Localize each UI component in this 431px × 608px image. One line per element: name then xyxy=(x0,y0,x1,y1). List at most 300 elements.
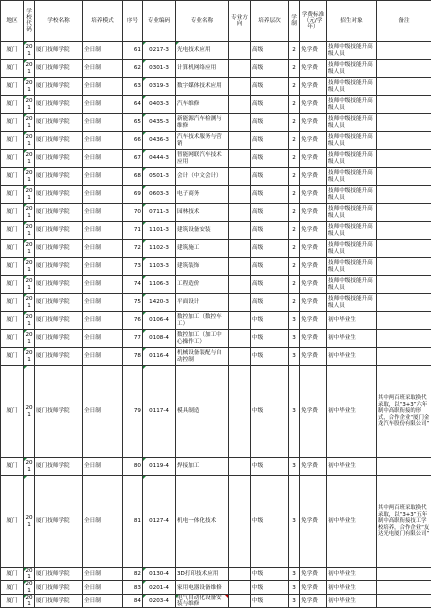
cell-major-code: 0403-3 xyxy=(143,96,176,114)
cell-serial: 77 xyxy=(123,330,143,348)
cell-major-code: 0117-4 xyxy=(143,366,176,458)
cell-target: 技师中级技能升高级人员 xyxy=(327,276,377,294)
cell-school-name: 厦门技师学院 xyxy=(35,204,83,222)
cell-tuition: 免学费 xyxy=(300,366,327,458)
cell-level: 高级 xyxy=(251,168,289,186)
cell-training-mode: 全日制 xyxy=(83,96,123,114)
cell-duration: 2 xyxy=(289,42,300,60)
cell-duration: 3 xyxy=(289,366,300,458)
cell-serial: 81 xyxy=(123,476,143,568)
cell-region: 厦门 xyxy=(1,96,24,114)
cell-duration: 3 xyxy=(289,594,300,607)
cell-major-direction xyxy=(229,168,251,186)
table-row xyxy=(1,312,431,330)
header-target: 招生对象 xyxy=(327,1,377,42)
cell-remarks xyxy=(377,96,431,114)
cell-duration: 2 xyxy=(289,168,300,186)
cell-serial: 71 xyxy=(123,222,143,240)
cell-serial: 68 xyxy=(123,168,143,186)
cell-training-mode: 全日制 xyxy=(83,312,123,330)
cell-target: 初中毕业生 xyxy=(327,312,377,330)
cell-tuition: 免学费 xyxy=(300,594,327,607)
cell-remarks xyxy=(377,258,431,276)
cell-school-code: 201 xyxy=(24,132,35,150)
cell-level: 中级 xyxy=(251,330,289,348)
table-row xyxy=(1,458,431,476)
cell-serial: 78 xyxy=(123,348,143,366)
cell-target: 技师中级技能升高级人员 xyxy=(327,78,377,96)
cell-duration: 3 xyxy=(289,581,300,594)
cell-remarks xyxy=(377,458,431,476)
table-row xyxy=(1,348,431,366)
cell-major-code: 0201-4 xyxy=(143,581,176,594)
cell-duration: 2 xyxy=(289,186,300,204)
cell-tuition: 免学费 xyxy=(300,96,327,114)
cell-major-code: 0319-3 xyxy=(143,78,176,96)
cell-major-direction xyxy=(229,42,251,60)
cell-level: 高级 xyxy=(251,60,289,78)
cell-duration: 2 xyxy=(289,150,300,168)
cell-major-name: 会计（中文会计） xyxy=(176,168,229,186)
cell-training-mode: 全日制 xyxy=(83,204,123,222)
cell-training-mode: 全日制 xyxy=(83,114,123,132)
cell-school-name: 厦门技师学院 xyxy=(35,276,83,294)
cell-level: 高级 xyxy=(251,186,289,204)
cell-duration: 2 xyxy=(289,276,300,294)
cell-tuition: 免学费 xyxy=(300,240,327,258)
cell-region: 厦门 xyxy=(1,60,24,78)
cell-level: 高级 xyxy=(251,204,289,222)
cell-major-name: 家用电器设备维修 xyxy=(176,581,229,594)
cell-serial: 63 xyxy=(123,78,143,96)
cell-major-code: 1102-3 xyxy=(143,240,176,258)
cell-training-mode: 全日制 xyxy=(83,222,123,240)
cell-serial: 74 xyxy=(123,276,143,294)
cell-major-code: 0603-3 xyxy=(143,186,176,204)
cell-major-name: 机电一体化技术 xyxy=(176,476,229,568)
table-body xyxy=(1,42,431,608)
cell-target: 技师中级技能升高级人员 xyxy=(327,114,377,132)
table-row xyxy=(1,366,431,458)
cell-school-name: 厦门技师学院 xyxy=(35,330,83,348)
table-row xyxy=(1,168,431,186)
cell-duration: 2 xyxy=(289,78,300,96)
header-major-code: 专业编码 xyxy=(143,1,176,42)
cell-region: 厦门 xyxy=(1,222,24,240)
cell-school-code: 201 xyxy=(24,186,35,204)
cell-duration: 2 xyxy=(289,114,300,132)
cell-level: 中级 xyxy=(251,366,289,458)
header-region: 地区 xyxy=(1,1,24,42)
cell-level: 中级 xyxy=(251,568,289,581)
table-row xyxy=(1,581,431,594)
cell-serial: 75 xyxy=(123,294,143,312)
cell-major-direction xyxy=(229,96,251,114)
cell-level: 高级 xyxy=(251,150,289,168)
cell-school-code: 201 xyxy=(24,204,35,222)
cell-level: 中级 xyxy=(251,458,289,476)
cell-major-direction xyxy=(229,594,251,607)
cell-training-mode: 全日制 xyxy=(83,168,123,186)
cell-region: 厦门 xyxy=(1,168,24,186)
cell-serial: 84 xyxy=(123,594,143,607)
cell-major-name: 3D打印技术应用 xyxy=(176,568,229,581)
header-major-direction: 专业方向 xyxy=(229,1,251,42)
cell-school-code: 201 xyxy=(24,276,35,294)
cell-school-name: 厦门技师学院 xyxy=(35,114,83,132)
cell-target: 初中毕业生 xyxy=(327,568,377,581)
cell-major-direction xyxy=(229,204,251,222)
cell-school-code: 201 xyxy=(24,222,35,240)
header-training-mode: 培养模式 xyxy=(83,1,123,42)
cell-remarks xyxy=(377,204,431,222)
cell-region: 厦门 xyxy=(1,276,24,294)
cell-target: 技师中级技能升高级人员 xyxy=(327,150,377,168)
cell-serial: 69 xyxy=(123,186,143,204)
cell-major-name: 模具制造 xyxy=(176,366,229,458)
cell-target: 技师中级技能升高级人员 xyxy=(327,222,377,240)
cell-remarks xyxy=(377,132,431,150)
cell-region: 厦门 xyxy=(1,330,24,348)
cell-remarks xyxy=(377,168,431,186)
cell-serial: 83 xyxy=(123,581,143,594)
cell-school-code: 201 xyxy=(24,312,35,330)
cell-tuition: 免学费 xyxy=(300,222,327,240)
cell-training-mode: 全日制 xyxy=(83,42,123,60)
cell-duration: 3 xyxy=(289,476,300,568)
cell-training-mode: 全日制 xyxy=(83,581,123,594)
cell-tuition: 免学费 xyxy=(300,258,327,276)
cell-level: 中级 xyxy=(251,594,289,607)
cell-region: 厦门 xyxy=(1,240,24,258)
cell-school-name: 厦门技师学院 xyxy=(35,568,83,581)
cell-level: 中级 xyxy=(251,476,289,568)
header-level: 培养层次 xyxy=(251,1,289,42)
cell-training-mode: 全日制 xyxy=(83,348,123,366)
table-row xyxy=(1,186,431,204)
cell-region: 厦门 xyxy=(1,568,24,581)
cell-major-direction xyxy=(229,276,251,294)
cell-region: 厦门 xyxy=(1,294,24,312)
cell-major-direction xyxy=(229,348,251,366)
cell-training-mode: 全日制 xyxy=(83,132,123,150)
cell-tuition: 免学费 xyxy=(300,458,327,476)
cell-major-code: 0217-3 xyxy=(143,42,176,60)
cell-school-code: 201 xyxy=(24,240,35,258)
cell-remarks xyxy=(377,150,431,168)
cell-school-code: 201 xyxy=(24,581,35,594)
cell-school-name: 厦门技师学院 xyxy=(35,60,83,78)
cell-major-direction xyxy=(229,258,251,276)
cell-school-name: 厦门技师学院 xyxy=(35,132,83,150)
cell-major-code: 0130-4 xyxy=(143,568,176,581)
cell-tuition: 免学费 xyxy=(300,568,327,581)
cell-school-name: 厦门技师学院 xyxy=(35,258,83,276)
cell-serial: 64 xyxy=(123,96,143,114)
cell-duration: 2 xyxy=(289,240,300,258)
cell-remarks xyxy=(377,348,431,366)
cell-major-direction xyxy=(229,114,251,132)
cell-school-code: 201 xyxy=(24,366,35,458)
cell-school-name: 厦门技师学院 xyxy=(35,581,83,594)
cell-school-code: 201 xyxy=(24,594,35,607)
cell-duration: 3 xyxy=(289,458,300,476)
cell-region: 厦门 xyxy=(1,150,24,168)
cell-remarks xyxy=(377,594,431,607)
cell-tuition: 免学费 xyxy=(300,581,327,594)
cell-school-code: 201 xyxy=(24,168,35,186)
cell-major-name: 建筑施工 xyxy=(176,240,229,258)
cell-school-name: 厦门技师学院 xyxy=(35,186,83,204)
table-row xyxy=(1,60,431,78)
cell-region: 厦门 xyxy=(1,348,24,366)
cell-major-direction xyxy=(229,60,251,78)
table-row xyxy=(1,42,431,60)
cell-serial: 80 xyxy=(123,458,143,476)
cell-major-code: 1101-3 xyxy=(143,222,176,240)
header-major-name: 专业名称 xyxy=(176,1,229,42)
cell-major-name: 园林技术 xyxy=(176,204,229,222)
cell-major-direction xyxy=(229,568,251,581)
cell-target: 初中毕业生 xyxy=(327,330,377,348)
cell-training-mode: 全日制 xyxy=(83,330,123,348)
cell-duration: 2 xyxy=(289,258,300,276)
cell-target: 技师中级技能升高级人员 xyxy=(327,60,377,78)
cell-level: 中级 xyxy=(251,312,289,330)
cell-region: 厦门 xyxy=(1,204,24,222)
cell-remarks xyxy=(377,312,431,330)
cell-target: 技师中级技能升高级人员 xyxy=(327,240,377,258)
header-tuition: 学费标准（元/学年） xyxy=(300,1,327,42)
cell-major-code: 0301-3 xyxy=(143,60,176,78)
cell-region: 厦门 xyxy=(1,114,24,132)
cell-remarks xyxy=(377,276,431,294)
cell-school-code: 201 xyxy=(24,60,35,78)
cell-training-mode: 全日制 xyxy=(83,150,123,168)
cell-region: 厦门 xyxy=(1,581,24,594)
table-row xyxy=(1,294,431,312)
cell-school-name: 厦门技师学院 xyxy=(35,78,83,96)
cell-major-code: 0106-4 xyxy=(143,312,176,330)
cell-level: 高级 xyxy=(251,132,289,150)
cell-major-code: 0501-3 xyxy=(143,168,176,186)
cell-school-name: 厦门技师学院 xyxy=(35,312,83,330)
cell-major-direction xyxy=(229,150,251,168)
cell-region: 厦门 xyxy=(1,186,24,204)
cell-duration: 3 xyxy=(289,348,300,366)
cell-major-direction xyxy=(229,366,251,458)
cell-duration: 2 xyxy=(289,222,300,240)
header-school-name: 学校名称 xyxy=(35,1,83,42)
cell-major-direction xyxy=(229,581,251,594)
cell-duration: 2 xyxy=(289,294,300,312)
cell-duration: 3 xyxy=(289,312,300,330)
cell-major-code: 0108-4 xyxy=(143,330,176,348)
cell-training-mode: 全日制 xyxy=(83,258,123,276)
cell-level: 高级 xyxy=(251,96,289,114)
table-row xyxy=(1,594,431,607)
table-row xyxy=(1,150,431,168)
cell-serial: 72 xyxy=(123,240,143,258)
table-row xyxy=(1,276,431,294)
cell-remarks: 其中两百班采取换代录取，以“3+3”六年制中高职衔接的形式，合作企业“厦门金龙汽车股份有限公司” xyxy=(377,366,431,458)
cell-target: 技师中级技能升高级人员 xyxy=(327,186,377,204)
cell-major-direction xyxy=(229,240,251,258)
cell-major-name: 电子商务 xyxy=(176,186,229,204)
cell-tuition: 免学费 xyxy=(300,186,327,204)
cell-tuition: 免学费 xyxy=(300,150,327,168)
cell-major-name: 数字媒体技术应用 xyxy=(176,78,229,96)
cell-target: 初中毕业生 xyxy=(327,458,377,476)
cell-tuition: 免学费 xyxy=(300,42,327,60)
cell-duration: 2 xyxy=(289,132,300,150)
cell-target: 初中毕业生 xyxy=(327,594,377,607)
cell-target: 初中毕业生 xyxy=(327,366,377,458)
cell-remarks: 其中两百班采取换代录取，以“3+3”五年制中高职衔接技工学校培养，合作企业“友达光电厦门有限公司” xyxy=(377,476,431,568)
cell-serial: 76 xyxy=(123,312,143,330)
cell-major-name: 光电技术应用 xyxy=(176,42,229,60)
header-school-code: 学校代码 xyxy=(24,1,35,42)
cell-region: 厦门 xyxy=(1,258,24,276)
table-row xyxy=(1,568,431,581)
cell-school-name: 厦门技师学院 xyxy=(35,348,83,366)
cell-region: 厦门 xyxy=(1,42,24,60)
cell-school-code: 201 xyxy=(24,294,35,312)
cell-major-direction xyxy=(229,294,251,312)
cell-target: 技师中级技能升高级人员 xyxy=(327,42,377,60)
cell-region: 厦门 xyxy=(1,312,24,330)
cell-training-mode: 全日制 xyxy=(83,78,123,96)
cell-major-name: 汽车技术服务与营销 xyxy=(176,132,229,150)
cell-remarks xyxy=(377,240,431,258)
cell-training-mode: 全日制 xyxy=(83,294,123,312)
cell-tuition: 免学费 xyxy=(300,60,327,78)
cell-major-name: 数控加工（数控车工） xyxy=(176,312,229,330)
cell-duration: 2 xyxy=(289,60,300,78)
cell-remarks xyxy=(377,581,431,594)
cell-remarks xyxy=(377,222,431,240)
cell-major-name: 智能网联汽车技术应用 xyxy=(176,150,229,168)
cell-training-mode: 全日制 xyxy=(83,276,123,294)
cell-school-name: 厦门技师学院 xyxy=(35,222,83,240)
cell-school-code: 201 xyxy=(24,96,35,114)
cell-level: 高级 xyxy=(251,78,289,96)
cell-tuition: 免学费 xyxy=(300,294,327,312)
cell-school-name: 厦门技师学院 xyxy=(35,458,83,476)
cell-school-name: 厦门技师学院 xyxy=(35,476,83,568)
cell-tuition: 免学费 xyxy=(300,78,327,96)
cell-level: 高级 xyxy=(251,222,289,240)
cell-training-mode: 全日制 xyxy=(83,476,123,568)
cell-school-name: 厦门技师学院 xyxy=(35,168,83,186)
cell-remarks xyxy=(377,330,431,348)
cell-school-name: 厦门技师学院 xyxy=(35,594,83,607)
cell-school-code: 201 xyxy=(24,114,35,132)
cell-serial: 73 xyxy=(123,258,143,276)
cell-tuition: 免学费 xyxy=(300,476,327,568)
cell-target: 技师中级技能升高级人员 xyxy=(327,168,377,186)
cell-tuition: 免学费 xyxy=(300,330,327,348)
cell-target: 初中毕业生 xyxy=(327,348,377,366)
cell-tuition: 免学费 xyxy=(300,132,327,150)
table-row xyxy=(1,96,431,114)
cell-serial: 67 xyxy=(123,150,143,168)
cell-remarks xyxy=(377,78,431,96)
cell-major-code: 0444-3 xyxy=(143,150,176,168)
cell-major-name: 计算机网络应用 xyxy=(176,60,229,78)
cell-major-code: 1106-3 xyxy=(143,276,176,294)
cell-training-mode: 全日制 xyxy=(83,594,123,607)
cell-training-mode: 全日制 xyxy=(83,60,123,78)
cell-training-mode: 全日制 xyxy=(83,186,123,204)
cell-target: 技师中级技能升高级人员 xyxy=(327,258,377,276)
cell-region: 厦门 xyxy=(1,132,24,150)
cell-school-name: 厦门技师学院 xyxy=(35,294,83,312)
cell-target: 初中毕业生 xyxy=(327,581,377,594)
header-remarks: 备注 xyxy=(377,1,431,42)
cell-training-mode: 全日制 xyxy=(83,458,123,476)
cell-region: 厦门 xyxy=(1,458,24,476)
table-row xyxy=(1,114,431,132)
cell-school-code: 201 xyxy=(24,568,35,581)
cell-level: 中级 xyxy=(251,348,289,366)
cell-remarks xyxy=(377,186,431,204)
cell-major-direction xyxy=(229,476,251,568)
cell-tuition: 免学费 xyxy=(300,168,327,186)
table-row xyxy=(1,78,431,96)
cell-region: 厦门 xyxy=(1,476,24,568)
cell-level: 高级 xyxy=(251,276,289,294)
cell-training-mode: 全日制 xyxy=(83,240,123,258)
cell-duration: 3 xyxy=(289,330,300,348)
cell-remarks xyxy=(377,294,431,312)
cell-major-code: 0116-4 xyxy=(143,348,176,366)
header-duration: 学制 xyxy=(289,1,300,42)
table-row xyxy=(1,240,431,258)
cell-school-code: 201 xyxy=(24,476,35,568)
cell-region: 厦门 xyxy=(1,78,24,96)
cell-training-mode: 全日制 xyxy=(83,568,123,581)
cell-school-code: 201 xyxy=(24,258,35,276)
cell-major-name: 工程造价 xyxy=(176,276,229,294)
cell-major-direction xyxy=(229,458,251,476)
cell-major-code: 1103-3 xyxy=(143,258,176,276)
cell-level: 高级 xyxy=(251,114,289,132)
cell-level: 中级 xyxy=(251,581,289,594)
cell-major-name: 建筑装饰 xyxy=(176,258,229,276)
cell-tuition: 免学费 xyxy=(300,312,327,330)
cell-major-code: 0435-3 xyxy=(143,114,176,132)
cell-major-name: 新能源汽车检测与维修 xyxy=(176,114,229,132)
cell-target: 技师中级技能升高级人员 xyxy=(327,204,377,222)
cell-remarks xyxy=(377,42,431,60)
header-serial: 序号 xyxy=(123,1,143,42)
cell-major-name: 平面设计 xyxy=(176,294,229,312)
cell-major-direction xyxy=(229,222,251,240)
cell-major-code: 0119-4 xyxy=(143,458,176,476)
cell-school-name: 厦门技师学院 xyxy=(35,96,83,114)
table-row xyxy=(1,204,431,222)
cell-region: 厦门 xyxy=(1,366,24,458)
cell-school-name: 厦门技师学院 xyxy=(35,240,83,258)
cell-serial: 65 xyxy=(123,114,143,132)
cell-school-name: 厦门技师学院 xyxy=(35,150,83,168)
cell-serial: 62 xyxy=(123,60,143,78)
cell-major-code: 0711-3 xyxy=(143,204,176,222)
cell-major-direction xyxy=(229,186,251,204)
cell-school-code: 201 xyxy=(24,150,35,168)
cell-major-direction xyxy=(229,330,251,348)
